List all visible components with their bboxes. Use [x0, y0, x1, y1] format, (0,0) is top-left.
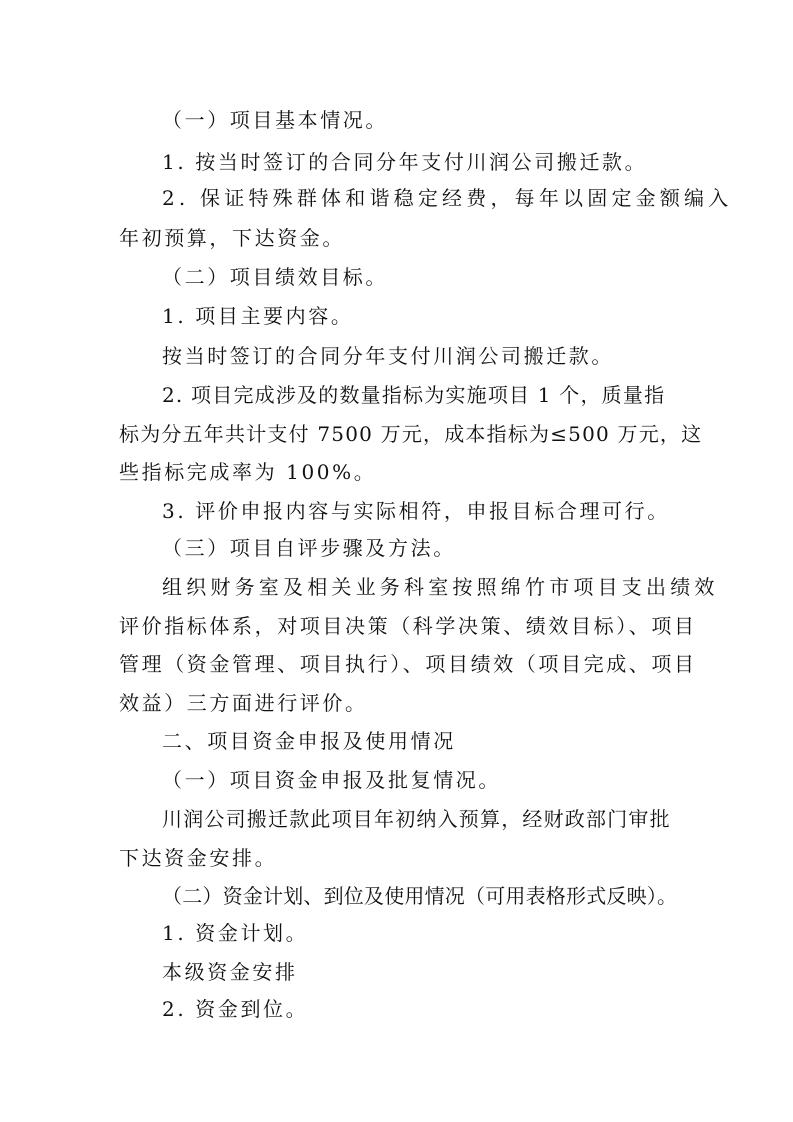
paragraph-line: 1. 资金计划。	[162, 921, 309, 945]
section-heading-self-evaluation: （三）项目自评步骤及方法。	[162, 536, 456, 560]
section-heading-project-basics: （一）项目基本情况。	[162, 108, 388, 132]
paragraph-line: 2. 资金到位。	[162, 997, 309, 1021]
paragraph-line: 管理（资金管理、项目执行）、项目绩效（项目完成、项目	[119, 652, 697, 676]
paragraph-line: 评价指标体系，对项目决策（科学决策、绩效目标）、项目	[119, 614, 697, 638]
section-heading-performance-goals: （二）项目绩效目标。	[162, 265, 388, 289]
section-heading-funding-approval: （一）项目资金申报及批复情况。	[162, 768, 501, 792]
paragraph-line: 2. 保证特殊群体和谐稳定经费，每年以固定金额编入	[162, 186, 733, 210]
paragraph-line: 下达资金安排。	[119, 846, 278, 870]
chapter-heading-funding: 二、项目资金申报及使用情况	[162, 729, 456, 753]
section-heading-funding-plan: （二）资金计划、到位及使用情况（可用表格形式反映）。	[162, 884, 678, 908]
paragraph-line: 年初预算，下达资金。	[119, 226, 345, 250]
paragraph-line: 3. 评价申报内容与实际相符，申报目标合理可行。	[162, 499, 670, 523]
paragraph-line: 标为分五年共计支付 7500 万元，成本指标为≤500 万元，这	[119, 422, 703, 446]
paragraph-line: 川润公司搬迁款此项目年初纳入预算，经财政部门审批	[162, 807, 671, 831]
paragraph-line: 些指标完成率为 100%。	[119, 460, 377, 484]
paragraph-line: 2. 项目完成涉及的数量指标为实施项目 1 个，质量指	[162, 383, 666, 407]
paragraph-line: 按当时签订的合同分年支付川润公司搬迁款。	[162, 344, 614, 368]
paragraph-line: 本级资金安排	[162, 960, 298, 984]
paragraph-line: 1. 项目主要内容。	[162, 304, 354, 328]
paragraph-line: 效益）三方面进行评价。	[119, 691, 368, 715]
paragraph-line: 组织财务室及相关业务科室按照绵竹市项目支出绩效	[162, 575, 719, 599]
paragraph-line: 1. 按当时签订的合同分年支付川润公司搬迁款。	[162, 150, 648, 174]
